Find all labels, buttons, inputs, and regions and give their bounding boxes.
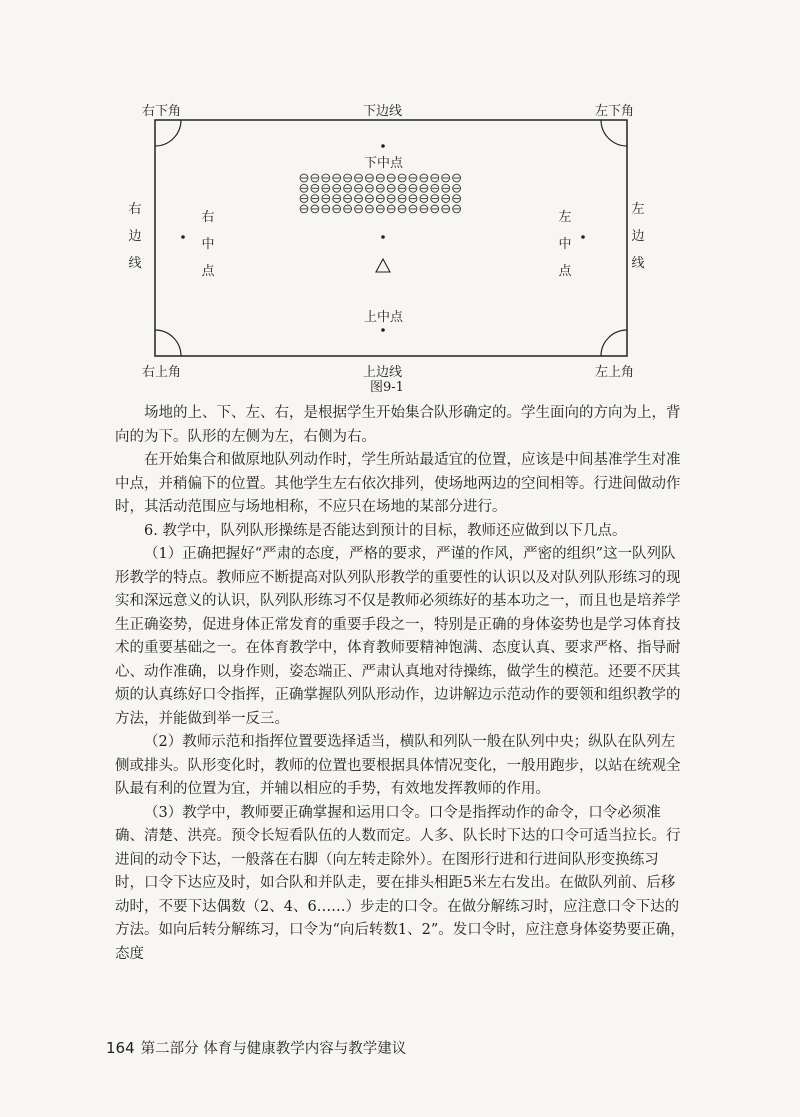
student-marker-icon	[322, 184, 330, 192]
body-text	[115, 402, 685, 966]
student-marker-icon	[442, 205, 450, 213]
corner-arc-bottom-left	[155, 330, 181, 356]
student-marker-icon	[420, 174, 428, 182]
student-marker-icon	[398, 195, 406, 203]
student-marker-icon	[333, 174, 341, 182]
student-marker-icon	[300, 205, 308, 213]
student-marker-icon	[322, 195, 330, 203]
student-marker-icon	[311, 184, 319, 192]
student-marker-icon	[442, 174, 450, 182]
point-label-bottom: 上中点	[364, 310, 404, 325]
student-marker-icon	[344, 184, 352, 192]
student-marker-icon	[333, 195, 341, 203]
student-marker-icon	[420, 184, 428, 192]
student-marker-icon	[376, 184, 384, 192]
student-marker-icon	[355, 184, 363, 192]
student-marker-icon	[355, 174, 363, 182]
student-marker-icon	[366, 205, 374, 213]
student-marker-icon	[300, 195, 308, 203]
student-marker-icon	[420, 205, 428, 213]
student-marker-icon	[431, 174, 439, 182]
student-marker-icon	[333, 184, 341, 192]
student-marker-icon	[453, 184, 461, 192]
edge-label-right: 左边线	[631, 202, 645, 271]
paragraph-2: 在开始集合和做原地队列动作时，学生所站最适宜的位置，应该是中间基准学生对准中点，并稍偏下的位置。其他学生左右依次排列，使场地两边的空间相等。行进间做动作时，其活动范围应与场地相称，不应只在场地的某部分进行。	[115, 452, 681, 515]
student-marker-icon	[366, 184, 374, 192]
student-marker-icon	[366, 195, 374, 203]
student-marker-icon	[453, 174, 461, 182]
student-marker-icon	[431, 205, 439, 213]
student-marker-icon	[376, 195, 384, 203]
edge-label-bottom: 上边线	[363, 365, 403, 380]
student-marker-icon	[376, 205, 384, 213]
figure-caption: 图9-1	[370, 380, 404, 395]
student-marker-icon	[398, 174, 406, 182]
paragraph-5: （2）教师示范和指挥位置要选择适当，横队和列队一般在队列中央；纵队在队列左侧或排头。队形变化时，教师的位置也要根据具体情况变化，一般用跑步，以站在统观全队最有利的位置为宜，并辅以相应的手势，有效地发挥教师的作用。	[115, 734, 681, 797]
student-marker-icon	[387, 174, 395, 182]
center-dot	[381, 235, 385, 239]
student-marker-icon	[442, 184, 450, 192]
student-marker-icon	[409, 195, 417, 203]
student-marker-icon	[387, 195, 395, 203]
student-marker-icon	[366, 174, 374, 182]
student-marker-icon	[300, 184, 308, 192]
student-marker-icon	[311, 174, 319, 182]
student-formation	[300, 174, 460, 213]
paragraph-3: 6. 教学中，队列队形操练是否能达到预计的目标，教师还应做到以下几点。	[144, 522, 627, 539]
paragraph-6: （3）教学中，教师要正确掌握和运用口令。口令是指挥动作的命令，口令必须准确、清楚、洪亮。预令长短看队伍的人数而定。人多、队长时下达的口令可适当拉长。行进间的动令下达，一般落在右脚（向左转走除外）。在图形行进和行进间队形变换练习时，口令下达应及时，如合队和并队走，要在排头相距5米左右发出。在做队列前、后移动时，不要下达偶数（2、4、6……）步走的口令。在做分解练习时，应注意口令下达的方法。如向后转分解练习，口令为“向后转数1、2”。发口令时，应注意身体姿势要正确，态度	[115, 804, 685, 962]
student-marker-icon	[387, 184, 395, 192]
student-marker-icon	[398, 205, 406, 213]
student-marker-icon	[322, 174, 330, 182]
bottom-midpoint-dot	[381, 328, 385, 332]
paragraph-4: （1）正确把握好“严肃的态度，严格的要求，严谨的作风，严密的组织”这一队列队形教学的特点。教师应不断提高对队列队形教学的重要性的认识以及对队列队形练习的现实和深远意义的认识，队列队形练习不仅是教师必须练好的基本功之一，而且也是培养学生正确姿势，促进身体正常发育的重要手段之一，特别是正确的身体姿势也是学习体育技术的重要基础之一。在体育教学中，体育教师要精神饱满、态度认真、要求严格、指导耐心、动作准确，以身作则，姿态端正、严肃认真地对待操练，做学生的模范。还要不厌其烦的认真练好口令指挥，正确掌握队列队形动作，边讲解边示范动作的要领和组织教学的方法，并能做到举一反三。	[115, 546, 681, 727]
student-marker-icon	[453, 195, 461, 203]
student-marker-icon	[387, 205, 395, 213]
student-marker-icon	[355, 205, 363, 213]
student-marker-icon	[409, 184, 417, 192]
right-midpoint-dot	[581, 235, 585, 239]
point-label-top: 下中点	[364, 156, 404, 171]
student-marker-icon	[322, 205, 330, 213]
left-midpoint-dot	[181, 235, 185, 239]
corner-arc-bottom-right	[601, 330, 627, 356]
paragraph-1: 场地的上、下、左、右，是根据学生开始集合队形确定的。学生面向的方向为上，背向的为下。队形的左侧为左，右侧为右。	[115, 405, 681, 445]
corner-label-bottom-right: 左上角	[595, 365, 635, 380]
student-marker-icon	[344, 174, 352, 182]
student-marker-icon	[311, 195, 319, 203]
student-marker-icon	[409, 174, 417, 182]
student-marker-icon	[409, 205, 417, 213]
student-marker-icon	[311, 205, 319, 213]
student-marker-icon	[344, 205, 352, 213]
student-marker-icon	[420, 195, 428, 203]
corner-label-top-left: 右下角	[142, 104, 182, 119]
student-marker-icon	[453, 205, 461, 213]
teacher-triangle-icon	[376, 259, 390, 272]
student-marker-icon	[300, 174, 308, 182]
corner-arc-top-right	[601, 120, 627, 146]
point-label-right: 左中点	[558, 210, 572, 279]
page-number: 164	[106, 1039, 135, 1057]
student-marker-icon	[355, 195, 363, 203]
student-marker-icon	[398, 184, 406, 192]
student-marker-icon	[442, 195, 450, 203]
student-marker-icon	[431, 184, 439, 192]
student-marker-icon	[376, 174, 384, 182]
student-marker-icon	[431, 195, 439, 203]
point-label-left: 右中点	[201, 210, 215, 279]
student-marker-icon	[344, 195, 352, 203]
footer-text: 第二部分 体育与健康教学内容与教学建议	[140, 1041, 407, 1057]
top-midpoint-dot	[381, 144, 385, 148]
corner-arc-top-left	[155, 120, 181, 146]
corner-label-top-right: 左下角	[595, 104, 635, 119]
student-marker-icon	[333, 205, 341, 213]
edge-label-top: 下边线	[363, 104, 403, 119]
corner-label-bottom-left: 右上角	[142, 365, 182, 380]
edge-label-left: 右边线	[128, 202, 142, 271]
field-diagram	[0, 0, 800, 400]
page-footer	[106, 1037, 406, 1058]
